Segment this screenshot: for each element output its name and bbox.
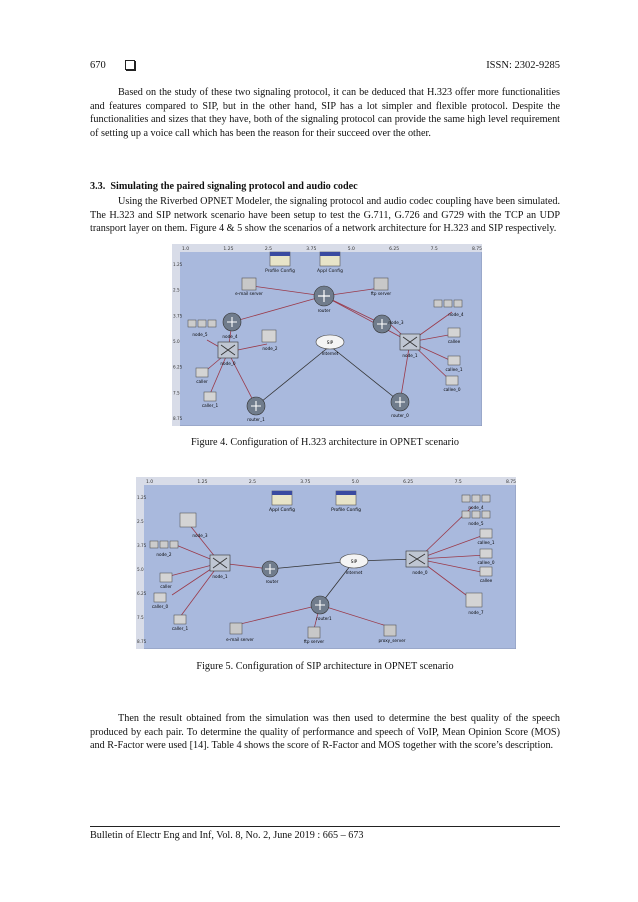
router-0-node <box>391 393 409 418</box>
caller-0-node <box>152 593 169 609</box>
paragraph-2: Using the Riverbed OPNET Modeler, the signaling protocol and audio codec coupling have been simulated. The H.323 and SIP network scenario have been setup to test the G.711, G.726 and G729 with the TCP an UDP transport layer on them. Figure 4 & 5 show the scenarios of a network architecture for H.323 and SIP respectively. <box>90 196 560 235</box>
axis-left-tick: 5.0 <box>173 339 180 344</box>
node-7-label: node_7 <box>468 610 484 615</box>
node-3-label: node_3 <box>388 320 404 325</box>
node-1-switch <box>400 334 420 358</box>
axis-top-tick: 1.25 <box>197 480 208 485</box>
axis-left-tick: 6.25 <box>173 364 183 370</box>
appl-config-node <box>269 491 295 513</box>
axis-top-tick: 7.5 <box>454 480 462 485</box>
appl-config-node <box>317 252 343 274</box>
axis-top-tick: 8.75 <box>472 247 482 252</box>
router-0-label: router_0 <box>391 413 409 418</box>
square-bullet-icon <box>125 60 135 70</box>
profile-config-label: Profile Config <box>331 508 361 513</box>
email-server-label: e-mail server <box>235 291 263 296</box>
proxy-server-label: proxy_server <box>378 638 406 643</box>
footer-rule <box>90 826 560 827</box>
node-2-label: node_2 <box>156 552 172 557</box>
figure-4-caption: Figure 4. Configuration of H.323 architecture in OPNET scenario <box>190 437 460 448</box>
section-heading <box>90 181 358 192</box>
axis-top-tick: 5.0 <box>351 480 359 485</box>
callee-label: callee <box>447 339 461 344</box>
caller-label: caller <box>196 379 208 384</box>
appl-config-label: Appl Config <box>317 269 343 274</box>
callee-node <box>448 328 461 344</box>
caller-1-label: caller_1 <box>201 403 219 408</box>
axis-left-tick: 5.0 <box>137 567 144 572</box>
axis-top-tick: 8.75 <box>506 480 516 485</box>
router-1-node <box>247 397 265 422</box>
section-number: 3.3. <box>90 181 106 192</box>
section-title: Simulating the paired signaling protocol and audio codec <box>110 181 358 192</box>
node-5-label: node_5 <box>192 332 208 337</box>
axis-top-tick: 6.25 <box>403 480 414 485</box>
node-1-switch <box>210 555 230 579</box>
node-4-left-label: node_4 <box>222 334 238 339</box>
caller-1-node <box>202 392 219 408</box>
axis-top-tick: 1.0 <box>182 247 190 252</box>
axis-left-tick: 2.5 <box>137 519 144 524</box>
axis-left-tick: 6.25 <box>137 591 147 596</box>
axis-top-tick: 5.0 <box>347 247 355 252</box>
paragraph-1: Based on the study of these two signaling protocol, it can be deduced that H.323 offer more functionalities and features compared to SIP, but in the other hand, SIP has a lot simpler and flexible protocol. Despite the functionalities and sizes that they have, both of the signaling protocol can provide the same high level requirement of setting up a voice call which has been the reason for their succeed over the other. <box>90 87 560 139</box>
issn: ISSN: 2302-9285 <box>486 60 560 71</box>
node-7-phone <box>466 593 484 615</box>
axis-top-tick: 2.5 <box>248 480 257 485</box>
internet-label: Internet <box>345 570 363 575</box>
node-0-label: node_0 <box>220 361 236 366</box>
node-0-label: node_0 <box>412 570 428 575</box>
figure-4-diagram <box>172 244 482 426</box>
router1-label: router1 <box>316 616 332 621</box>
paragraph-3: Then the result obtained from the simulation was then used to determine the best quality of the speech produced by each pair. To determine the quality of performance and speech of VoIP, Mean Opinion Score (MOS) and R-Factor were used [14]. Table 4 shows the score of R-Factor and MOS together with the score’s description. <box>90 713 560 752</box>
callee-0-label: callee_0 <box>477 560 495 565</box>
caller-0-label: caller_0 <box>151 604 169 609</box>
axis-left-tick: 1.25 <box>173 262 183 267</box>
node-3-label: node_3 <box>192 533 208 538</box>
axis-top-tick: 2.5 <box>264 247 273 252</box>
ftp-server-label: ftp server <box>303 639 325 644</box>
figure-5-caption: Figure 5. Configuration of SIP architecture in OPNET scenario <box>196 661 454 672</box>
axis-top-tick: 7.5 <box>430 247 438 252</box>
caller-1-label: caller_1 <box>171 626 189 631</box>
axis-left-tick: 8.75 <box>173 416 183 421</box>
axis-top-tick: 1.0 <box>146 480 154 485</box>
node-2-label: node_2 <box>262 346 278 351</box>
axis-top-tick: 3.75 <box>300 480 311 485</box>
profile-config-label: Profile Config <box>265 269 295 274</box>
callee-node <box>480 567 493 583</box>
callee-label: callee <box>479 578 493 583</box>
axis-left-tick: 1.25 <box>137 495 147 500</box>
figure-5-diagram <box>136 477 516 649</box>
axis-left-tick: 3.75 <box>137 543 147 548</box>
node-1-label: node_1 <box>402 353 418 358</box>
axis-left-tick: 2.5 <box>173 287 180 293</box>
axis-left-tick: 8.75 <box>137 639 147 644</box>
router-1-label: router_1 <box>247 417 265 422</box>
callee-1-label: callee_1 <box>477 540 495 545</box>
axis-left-tick: 7.5 <box>173 390 180 396</box>
footer-citation: Bulletin of Electr Eng and Inf, Vol. 8, No. 2, June 2019 : 665 – 673 <box>90 830 364 841</box>
router-label: router <box>265 579 279 584</box>
node-4-right-label: node_4 <box>448 312 464 317</box>
node-4-label: node_4 <box>468 505 484 510</box>
axis-top-tick: 1.25 <box>223 247 234 252</box>
page-number: 670 <box>90 60 106 71</box>
node-2-phone <box>262 330 278 351</box>
caller-label: caller <box>160 584 172 589</box>
axis-top-tick: 3.75 <box>306 247 317 252</box>
caller-node <box>196 368 208 384</box>
appl-config-label: Appl Config <box>269 508 295 513</box>
internet-label: Internet <box>321 351 339 356</box>
cloud-label: SIP <box>350 559 358 564</box>
cloud-label: SIP <box>326 340 334 345</box>
node-1-label: node_1 <box>212 574 228 579</box>
caller-1-node <box>172 615 189 631</box>
email-server-label: e-mail server <box>226 637 254 642</box>
ftp-server-label: ftp server <box>370 291 392 296</box>
node-5-label: node_5 <box>468 521 484 526</box>
node-0-switch <box>218 342 238 366</box>
callee-1-label: callee_1 <box>445 367 463 372</box>
router-label: router <box>317 308 331 313</box>
callee-0-label: callee_0 <box>443 387 461 392</box>
caller-node <box>160 573 172 589</box>
axis-top-tick: 6.25 <box>389 247 400 252</box>
axis-left-tick: 3.75 <box>173 313 183 319</box>
axis-left-tick: 7.5 <box>137 615 144 620</box>
